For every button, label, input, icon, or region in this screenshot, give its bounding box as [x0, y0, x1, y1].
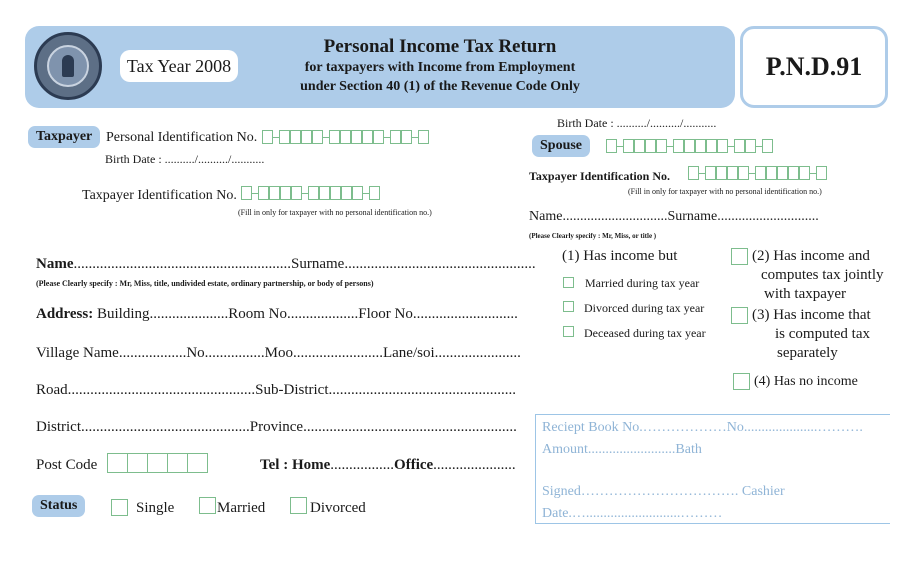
- spouse-specify-note: (Please Clearly specify : Mr, Miss, or title ): [529, 232, 657, 240]
- status-single-label: Single: [136, 500, 175, 516]
- office-label: Office: [394, 457, 434, 473]
- form-title: [250, 36, 630, 96]
- spouse-option-1-label: (1) Has income but: [562, 248, 678, 264]
- tel-home-dots: .................: [330, 457, 395, 473]
- telephone-row[interactable]: [260, 457, 516, 474]
- name-label: Name: [36, 256, 74, 272]
- tel-home-label: Tel : Home: [260, 457, 331, 473]
- pin-input[interactable]: [262, 129, 429, 145]
- address-row-4[interactable]: District.............................................Province.........................................................: [36, 419, 517, 435]
- name-dots: ..........................................................: [73, 256, 291, 272]
- receipt-date[interactable]: Date.…...........................………: [542, 506, 723, 521]
- address-row-3[interactable]: Road..................................................Sub-District..................................................: [36, 382, 516, 398]
- spouse-option-2-line-3: with taxpayer: [764, 286, 847, 302]
- spouse-pin-input[interactable]: [606, 138, 773, 154]
- spouse-option-3-line-2: is computed tax: [775, 326, 870, 342]
- spouse-tin-input[interactable]: [688, 165, 827, 181]
- surname-label: Surname: [291, 256, 345, 272]
- address-row-1[interactable]: [36, 306, 518, 323]
- spouse-birth-date[interactable]: Birth Date : ........../........../...........: [557, 116, 717, 130]
- title-line-2: for taxpayers with Income from Employment: [304, 60, 576, 75]
- taxpayer-birth-date[interactable]: Birth Date : ........../........../...........: [105, 152, 265, 166]
- status-tag: Status: [32, 495, 85, 517]
- married-during-year-label: Married during tax year: [585, 276, 700, 290]
- spouse-surname-dots: .............................: [717, 209, 819, 224]
- specify-note: (Please Clearly specify : Mr, Miss, title, undivided estate, ordinary partnership, or body of persons): [36, 279, 374, 288]
- tin-note: (Fill in only for taxpayer with no personal identification no.): [238, 208, 432, 217]
- deceased-during-year-label: Deceased during tax year: [584, 326, 706, 340]
- spouse-option-4-checkbox[interactable]: [733, 373, 750, 390]
- spouse-surname-label: Surname: [667, 209, 718, 224]
- status-divorced-label: Divorced: [310, 500, 366, 516]
- office-dots: ......................: [433, 457, 516, 473]
- spouse-tin-label: Taxpayer Identification No.: [529, 169, 671, 183]
- spouse-tin-note: (Fill in only for taxpayer with no personal identification no.): [628, 187, 822, 196]
- married-during-year-checkbox[interactable]: [563, 277, 574, 288]
- receipt-amount[interactable]: Amount.........................Bath: [542, 442, 702, 457]
- status-single-checkbox[interactable]: [111, 499, 128, 516]
- spouse-option-3-line-3: separately: [777, 345, 838, 361]
- title-line-3: under Section 40 (1) of the Revenue Code Only: [300, 79, 580, 94]
- seal-inner-ring: [47, 45, 89, 87]
- postcode-input[interactable]: [107, 453, 207, 473]
- seal-figure-icon: [62, 55, 74, 77]
- spouse-name-label: Name: [529, 209, 563, 224]
- divorced-during-year-label: Divorced during tax year: [584, 301, 705, 315]
- spouse-option-2-line-1: (2) Has income and: [752, 248, 870, 264]
- address-line1-rest: Building.....................Room No...................Floor No............................: [93, 306, 518, 322]
- spouse-name-row[interactable]: [529, 209, 819, 225]
- tax-year-badge: Tax Year 2008: [120, 50, 238, 82]
- spouse-tag: Spouse: [532, 135, 590, 157]
- receipt-signed[interactable]: Signed……………………………. Cashier: [542, 484, 785, 499]
- tin-input[interactable]: [241, 185, 380, 201]
- spouse-option-4-label: (4) Has no income: [754, 374, 858, 389]
- pin-label: Personal Identification No.: [106, 130, 258, 145]
- taxpayer-tag: Taxpayer: [28, 126, 100, 148]
- spouse-option-2-checkbox[interactable]: [731, 248, 748, 265]
- form-code: P.N.D.91: [740, 26, 888, 108]
- divorced-during-year-checkbox[interactable]: [563, 301, 574, 312]
- status-divorced-checkbox[interactable]: [290, 497, 307, 514]
- address-row-2[interactable]: Village Name..................No................Moo........................Lane/soi.......................: [36, 345, 521, 361]
- status-married-checkbox[interactable]: [199, 497, 216, 514]
- tin-label: Taxpayer Identification No.: [82, 188, 237, 203]
- postcode-label: Post Code: [36, 457, 98, 473]
- title-line-1: Personal Income Tax Return: [323, 36, 557, 57]
- address-label: Address:: [36, 306, 94, 322]
- taxpayer-name-row[interactable]: [36, 256, 536, 273]
- spouse-option-3-checkbox[interactable]: [731, 307, 748, 324]
- receipt-book-no[interactable]: Reciept Book No.………………No.....................……….: [542, 420, 863, 435]
- deceased-during-year-checkbox[interactable]: [563, 326, 574, 337]
- revenue-department-seal-icon: [34, 32, 102, 100]
- spouse-name-dots: ..............................: [562, 209, 668, 224]
- surname-dots: ...................................................: [344, 256, 536, 272]
- spouse-option-2-line-2: computes tax jointly: [761, 267, 884, 283]
- spouse-option-3-line-1: (3) Has income that: [752, 307, 871, 323]
- status-married-label: Married: [217, 500, 266, 516]
